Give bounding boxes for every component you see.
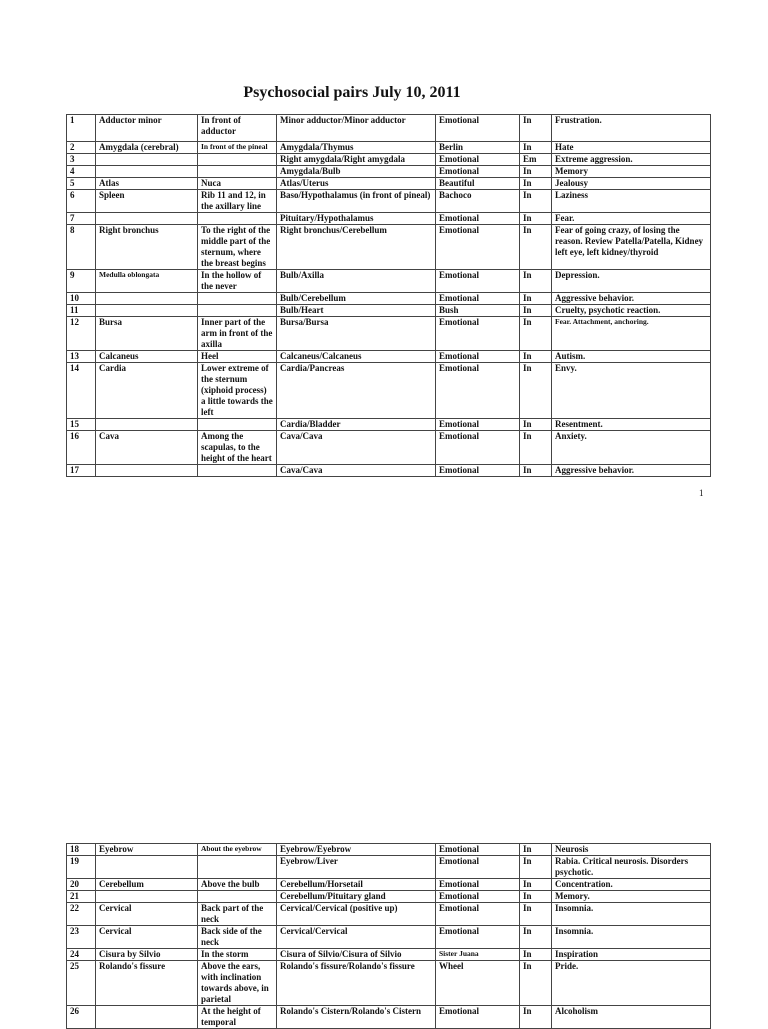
- point-cell: [96, 465, 198, 477]
- table-row: [67, 115, 711, 142]
- status-cell: In: [520, 178, 552, 190]
- emotion-cell: Fear.: [552, 213, 711, 225]
- table-row: [67, 317, 711, 351]
- row-number-cell: 16: [67, 431, 96, 465]
- status-cell: In: [520, 166, 552, 178]
- point-cell: Cerebellum: [96, 879, 198, 891]
- location-cell: Heel: [198, 351, 277, 363]
- location-cell: Inner part of the arm in front of the axilla: [198, 317, 277, 351]
- pair-cell: Bulb/Heart: [277, 305, 436, 317]
- emotion-cell: Aggressive behavior.: [552, 465, 711, 477]
- table-row: [67, 431, 711, 465]
- emotion-cell: Resentment.: [552, 419, 711, 431]
- status-cell: In: [520, 142, 552, 154]
- row-number-cell: 3: [67, 154, 96, 166]
- point-cell: Atlas: [96, 178, 198, 190]
- row-number-cell: 18: [67, 844, 96, 856]
- status-cell: In: [520, 351, 552, 363]
- table-row: [67, 844, 711, 856]
- status-cell: Em: [520, 154, 552, 166]
- category-cell: Sister Juana: [436, 949, 520, 961]
- point-cell: Calcaneus: [96, 351, 198, 363]
- category-cell: Bush: [436, 305, 520, 317]
- row-number-cell: 5: [67, 178, 96, 190]
- row-number-cell: 6: [67, 190, 96, 213]
- table-row: [67, 190, 711, 213]
- point-cell: Cervical: [96, 926, 198, 949]
- emotion-cell: Laziness: [552, 190, 711, 213]
- table-row: [67, 926, 711, 949]
- point-cell: Adductor minor: [96, 115, 198, 142]
- emotion-cell: Depression.: [552, 270, 711, 293]
- emotion-cell: Inspiration: [552, 949, 711, 961]
- location-cell: [198, 154, 277, 166]
- pair-cell: Baso/Hypothalamus (in front of pineal): [277, 190, 436, 213]
- category-cell: Emotional: [436, 317, 520, 351]
- location-cell: [198, 891, 277, 903]
- pair-cell: Rolando's Cistern/Rolando's Cistern: [277, 1006, 436, 1029]
- point-cell: [96, 419, 198, 431]
- status-cell: In: [520, 926, 552, 949]
- row-number-cell: 19: [67, 856, 96, 879]
- category-cell: Emotional: [436, 844, 520, 856]
- category-cell: Beautiful: [436, 178, 520, 190]
- location-cell: [198, 856, 277, 879]
- status-cell: In: [520, 419, 552, 431]
- status-cell: In: [520, 879, 552, 891]
- pair-cell: Cerebellum/Pituitary gland: [277, 891, 436, 903]
- table-row: [67, 465, 711, 477]
- status-cell: In: [520, 293, 552, 305]
- table-row: [67, 419, 711, 431]
- table-row: [67, 363, 711, 419]
- emotion-cell: Extreme aggression.: [552, 154, 711, 166]
- status-cell: In: [520, 465, 552, 477]
- point-cell: Rolando's fissure: [96, 961, 198, 1006]
- row-number-cell: 21: [67, 891, 96, 903]
- location-cell: In front of adductor: [198, 115, 277, 142]
- status-cell: In: [520, 317, 552, 351]
- row-number-cell: 2: [67, 142, 96, 154]
- row-number-cell: 12: [67, 317, 96, 351]
- point-cell: Cava: [96, 431, 198, 465]
- location-cell: [198, 166, 277, 178]
- location-cell: About the eyebrow: [198, 844, 277, 856]
- category-cell: Emotional: [436, 213, 520, 225]
- point-cell: Cisura by Silvio: [96, 949, 198, 961]
- location-cell: Above the ears, with inclination towards above, in parietal: [198, 961, 277, 1006]
- status-cell: In: [520, 363, 552, 419]
- point-cell: Medulla oblongata: [96, 270, 198, 293]
- location-cell: Nuca: [198, 178, 277, 190]
- location-cell: To the right of the middle part of the sternum, where the breast begins: [198, 225, 277, 270]
- table-row: [67, 879, 711, 891]
- table-row: [67, 891, 711, 903]
- emotion-cell: Envy.: [552, 363, 711, 419]
- location-cell: Back side of the neck: [198, 926, 277, 949]
- pairs-table-part-1: [66, 114, 711, 477]
- point-cell: [96, 293, 198, 305]
- emotion-cell: Memory.: [552, 891, 711, 903]
- row-number-cell: 22: [67, 903, 96, 926]
- row-number-cell: 17: [67, 465, 96, 477]
- emotion-cell: Aggressive behavior.: [552, 293, 711, 305]
- row-number-cell: 11: [67, 305, 96, 317]
- emotion-cell: Fear. Attachment, anchoring.: [552, 317, 711, 351]
- table-row: [67, 351, 711, 363]
- location-cell: Back part of the neck: [198, 903, 277, 926]
- status-cell: In: [520, 431, 552, 465]
- table-row: [67, 949, 711, 961]
- table-row: [67, 1006, 711, 1029]
- page-number: 1: [699, 488, 704, 498]
- row-number-cell: 25: [67, 961, 96, 1006]
- status-cell: In: [520, 856, 552, 879]
- table-row: [67, 213, 711, 225]
- category-cell: Emotional: [436, 225, 520, 270]
- category-cell: Emotional: [436, 293, 520, 305]
- status-cell: In: [520, 949, 552, 961]
- row-number-cell: 24: [67, 949, 96, 961]
- point-cell: Cervical: [96, 903, 198, 926]
- category-cell: Emotional: [436, 154, 520, 166]
- pairs-table-part-2: [66, 843, 711, 1029]
- category-cell: Emotional: [436, 431, 520, 465]
- emotion-cell: Alcoholism: [552, 1006, 711, 1029]
- status-cell: In: [520, 270, 552, 293]
- emotion-cell: Concentration.: [552, 879, 711, 891]
- pair-cell: Cardia/Pancreas: [277, 363, 436, 419]
- emotion-cell: Insomnia.: [552, 903, 711, 926]
- emotion-cell: Rabia. Critical neurosis. Disorders psychotic.: [552, 856, 711, 879]
- status-cell: In: [520, 891, 552, 903]
- status-cell: In: [520, 213, 552, 225]
- emotion-cell: Anxiety.: [552, 431, 711, 465]
- row-number-cell: 1: [67, 115, 96, 142]
- row-number-cell: 14: [67, 363, 96, 419]
- pair-cell: Atlas/Uterus: [277, 178, 436, 190]
- location-cell: [198, 465, 277, 477]
- status-cell: In: [520, 115, 552, 142]
- category-cell: Emotional: [436, 115, 520, 142]
- category-cell: Emotional: [436, 465, 520, 477]
- table-row: [67, 178, 711, 190]
- emotion-cell: Hate: [552, 142, 711, 154]
- status-cell: In: [520, 903, 552, 926]
- row-number-cell: 20: [67, 879, 96, 891]
- location-cell: In the hollow of the never: [198, 270, 277, 293]
- pair-cell: Amygdala/Bulb: [277, 166, 436, 178]
- status-cell: In: [520, 305, 552, 317]
- table-row: [67, 305, 711, 317]
- pair-cell: Bulb/Axilla: [277, 270, 436, 293]
- pair-cell: Bulb/Cerebellum: [277, 293, 436, 305]
- point-cell: [96, 305, 198, 317]
- emotion-cell: Fear of going crazy, of losing the reason. Review Patella/Patella, Kidney left eye, left kidney/thyroid: [552, 225, 711, 270]
- status-cell: In: [520, 1006, 552, 1029]
- pair-cell: Minor adductor/Minor adductor: [277, 115, 436, 142]
- row-number-cell: 13: [67, 351, 96, 363]
- pair-cell: Cervical/Cervical (positive up): [277, 903, 436, 926]
- point-cell: Amygdala (cerebral): [96, 142, 198, 154]
- category-cell: Emotional: [436, 891, 520, 903]
- status-cell: In: [520, 961, 552, 1006]
- location-cell: Lower extreme of the sternum (xiphoid process) a little towards the left: [198, 363, 277, 419]
- point-cell: Cardia: [96, 363, 198, 419]
- page-title: Psychosocial pairs July 10, 2011: [243, 84, 461, 101]
- table-row: [67, 154, 711, 166]
- pair-cell: Cerebellum/Horsetail: [277, 879, 436, 891]
- point-cell: [96, 154, 198, 166]
- row-number-cell: 7: [67, 213, 96, 225]
- table-row: [67, 856, 711, 879]
- pair-cell: Cava/Cava: [277, 465, 436, 477]
- pair-cell: Bursa/Bursa: [277, 317, 436, 351]
- point-cell: [96, 856, 198, 879]
- table-row: [67, 293, 711, 305]
- pair-cell: Right bronchus/Cerebellum: [277, 225, 436, 270]
- table-row: [67, 270, 711, 293]
- row-number-cell: 10: [67, 293, 96, 305]
- emotion-cell: Insomnia.: [552, 926, 711, 949]
- category-cell: Emotional: [436, 1006, 520, 1029]
- row-number-cell: 4: [67, 166, 96, 178]
- category-cell: Wheel: [436, 961, 520, 1006]
- row-number-cell: 9: [67, 270, 96, 293]
- location-cell: [198, 293, 277, 305]
- point-cell: Eyebrow: [96, 844, 198, 856]
- pair-cell: Amygdala/Thymus: [277, 142, 436, 154]
- category-cell: Bachoco: [436, 190, 520, 213]
- location-cell: Among the scapulas, to the height of the heart: [198, 431, 277, 465]
- point-cell: Right bronchus: [96, 225, 198, 270]
- pair-cell: Cisura of Silvio/Cisura of Silvio: [277, 949, 436, 961]
- pair-cell: Calcaneus/Calcaneus: [277, 351, 436, 363]
- category-cell: Emotional: [436, 903, 520, 926]
- location-cell: [198, 213, 277, 225]
- location-cell: In front of the pineal: [198, 142, 277, 154]
- pair-cell: Right amygdala/Right amygdala: [277, 154, 436, 166]
- emotion-cell: Memory: [552, 166, 711, 178]
- status-cell: In: [520, 844, 552, 856]
- category-cell: Emotional: [436, 363, 520, 419]
- row-number-cell: 15: [67, 419, 96, 431]
- status-cell: In: [520, 225, 552, 270]
- category-cell: Berlin: [436, 142, 520, 154]
- point-cell: Spleen: [96, 190, 198, 213]
- emotion-cell: Pride.: [552, 961, 711, 1006]
- point-cell: [96, 166, 198, 178]
- category-cell: Emotional: [436, 270, 520, 293]
- emotion-cell: Autism.: [552, 351, 711, 363]
- pair-cell: Pituitary/Hypothalamus: [277, 213, 436, 225]
- location-cell: [198, 419, 277, 431]
- category-cell: Emotional: [436, 166, 520, 178]
- emotion-cell: Frustration.: [552, 115, 711, 142]
- table-row: [67, 225, 711, 270]
- table-row: [67, 166, 711, 178]
- row-number-cell: 26: [67, 1006, 96, 1029]
- location-cell: Above the bulb: [198, 879, 277, 891]
- category-cell: Emotional: [436, 419, 520, 431]
- table-row: [67, 903, 711, 926]
- point-cell: [96, 213, 198, 225]
- row-number-cell: 23: [67, 926, 96, 949]
- pair-cell: Cervical/Cervical: [277, 926, 436, 949]
- pair-cell: Cava/Cava: [277, 431, 436, 465]
- pair-cell: Rolando's fissure/Rolando's fissure: [277, 961, 436, 1006]
- category-cell: Emotional: [436, 856, 520, 879]
- category-cell: Emotional: [436, 926, 520, 949]
- emotion-cell: Neurosis: [552, 844, 711, 856]
- location-cell: [198, 305, 277, 317]
- table-row: [67, 961, 711, 1006]
- location-cell: In the storm: [198, 949, 277, 961]
- pair-cell: Eyebrow/Liver: [277, 856, 436, 879]
- point-cell: [96, 1006, 198, 1029]
- point-cell: [96, 891, 198, 903]
- emotion-cell: Jealousy: [552, 178, 711, 190]
- pair-cell: Eyebrow/Eyebrow: [277, 844, 436, 856]
- emotion-cell: Cruelty, psychotic reaction.: [552, 305, 711, 317]
- category-cell: Emotional: [436, 879, 520, 891]
- status-cell: In: [520, 190, 552, 213]
- pair-cell: Cardia/Bladder: [277, 419, 436, 431]
- row-number-cell: 8: [67, 225, 96, 270]
- category-cell: Emotional: [436, 351, 520, 363]
- point-cell: Bursa: [96, 317, 198, 351]
- location-cell: Rib 11 and 12, in the axillary line: [198, 190, 277, 213]
- location-cell: At the height of temporal: [198, 1006, 277, 1029]
- table-row: [67, 142, 711, 154]
